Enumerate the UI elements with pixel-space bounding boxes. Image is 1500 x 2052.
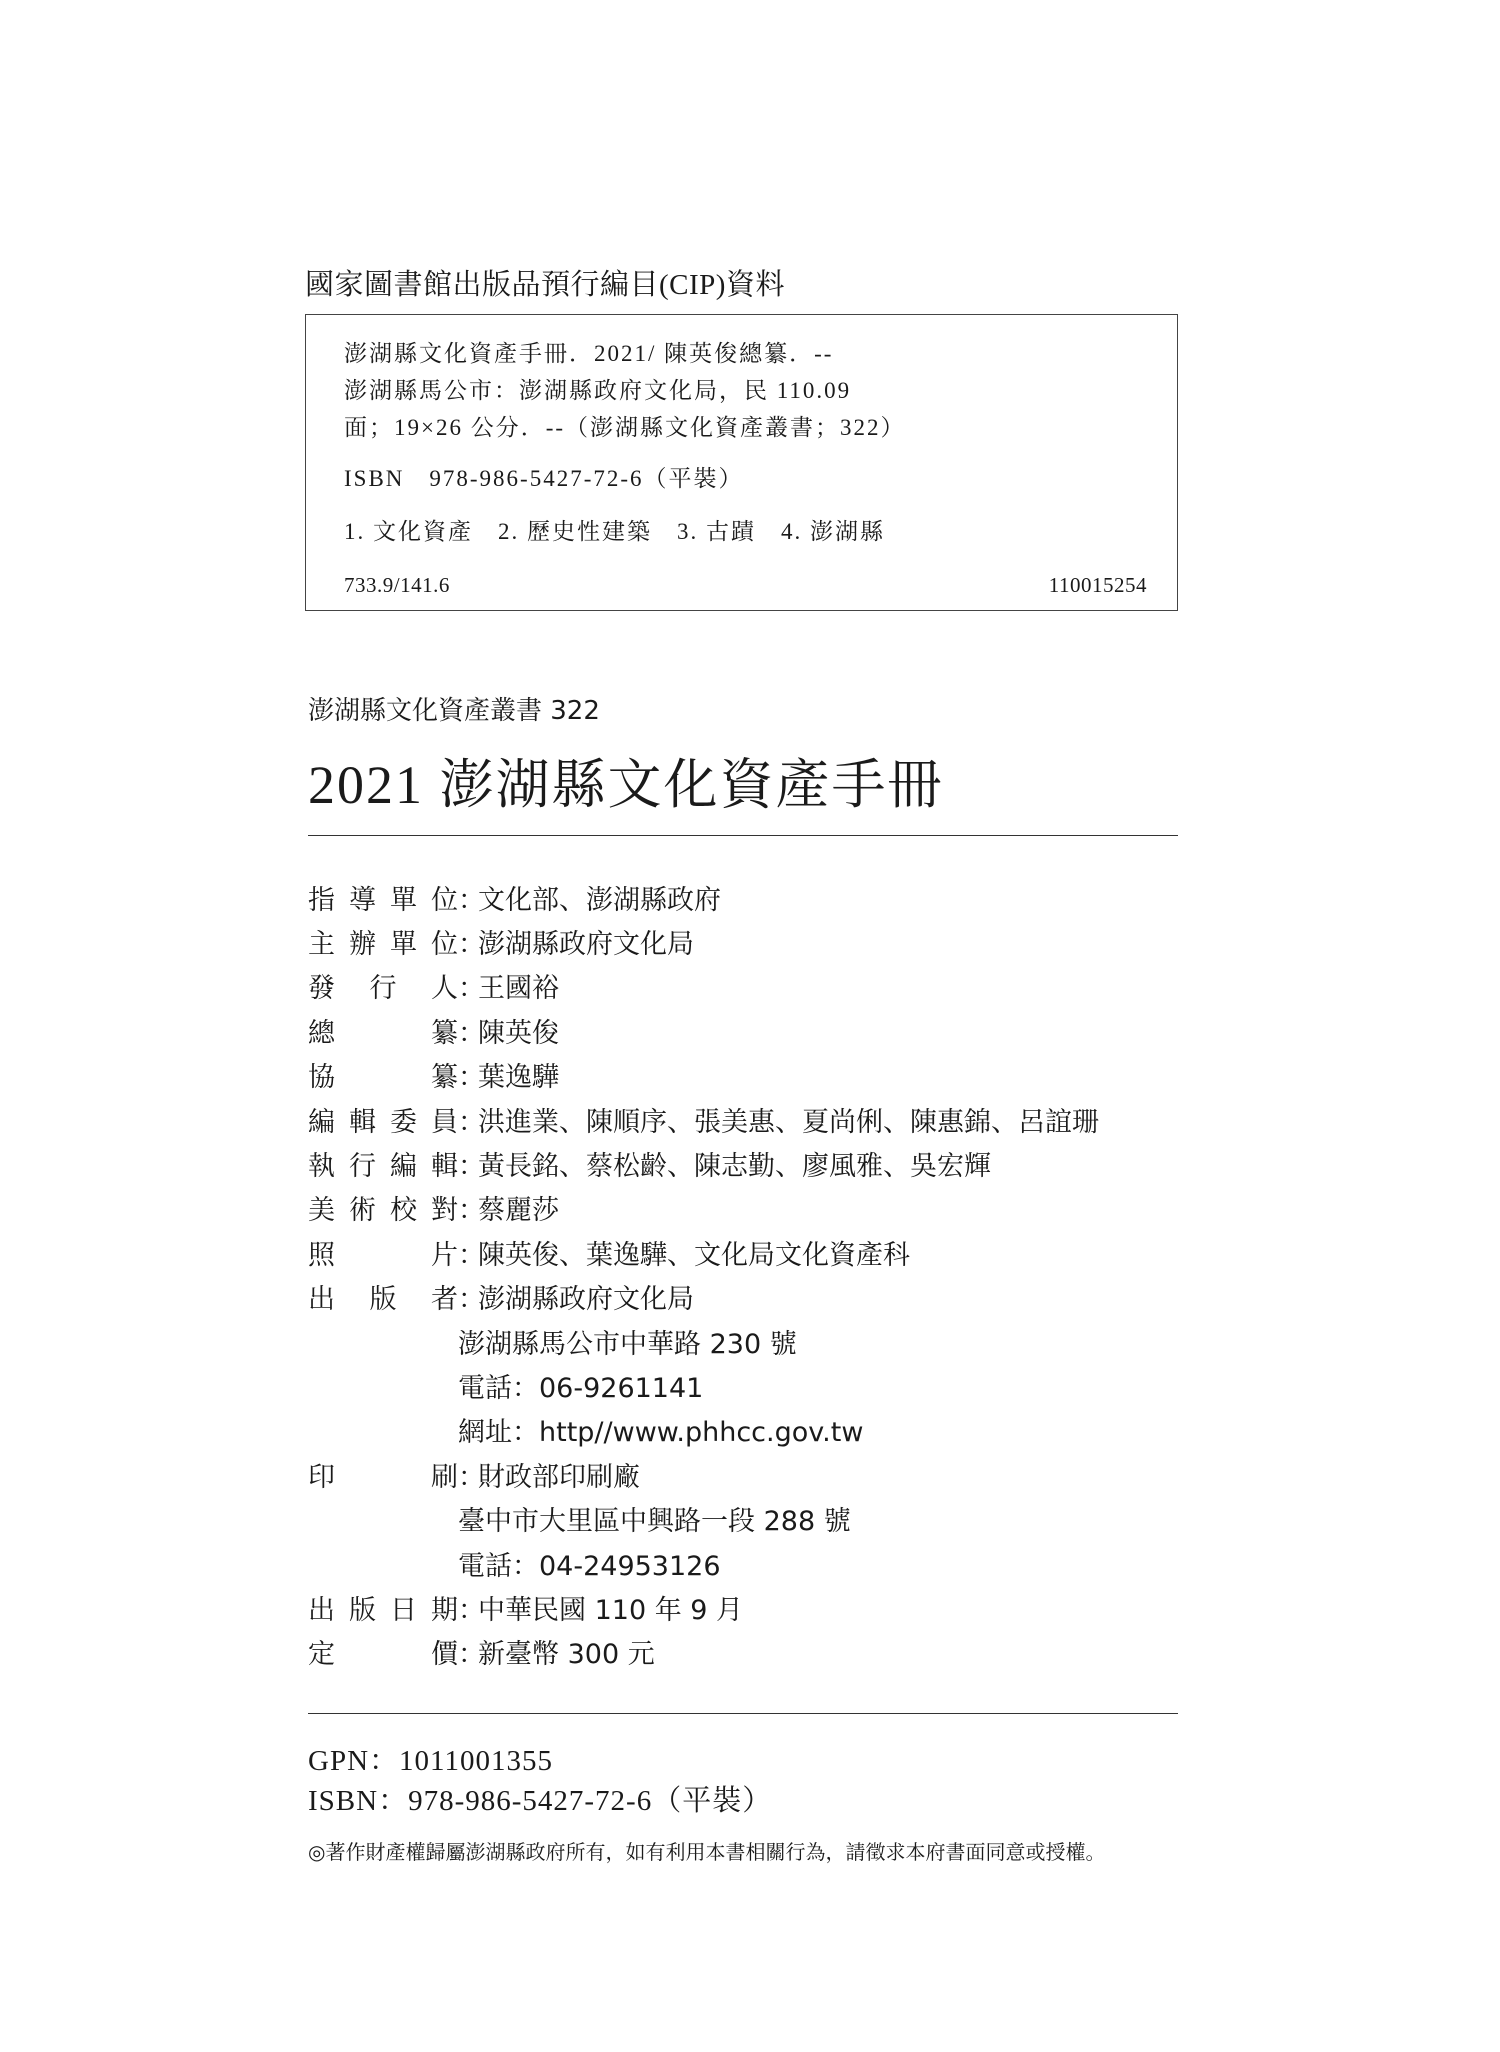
credit-label-char: 行 [369,973,397,1005]
credit-row-printer [308,1452,1188,1496]
credit-label-char: 單 [390,884,417,916]
credit-value: 陳英俊、葉逸驊、文化局文化資產科 [478,1239,910,1271]
credit-value: 蔡麗莎 [478,1195,559,1227]
credit-label [308,1011,458,1050]
credit-label-char: 協 [308,1062,335,1094]
cip-line-title: 澎湖縣文化資產手冊．2021/ 陳英俊總纂．-- [344,341,834,366]
credit-label-char: 導 [349,884,376,916]
credit-colon: ： [458,1106,485,1138]
credit-label-char: 主 [308,929,335,961]
credit-value: 陳英俊 [478,1017,559,1049]
credit-label [308,966,458,1005]
credit-colon: ： [458,1017,485,1049]
credit-label [308,1588,458,1627]
credit-label-char: 價 [431,1639,458,1671]
cip-line-physical: 面；19×26 公分．--（澎湖縣文化資產叢書；322） [344,415,906,440]
credit-row-price [308,1630,1188,1674]
credit-row-pub-date [308,1585,1188,1629]
credit-value: 新臺幣 300 元 [478,1639,655,1671]
credit-label-char: 版 [369,1284,397,1316]
credit-colon: ： [458,1195,485,1227]
credit-label-char: 纂 [431,1062,458,1094]
credit-value: 財政部印刷廠 [478,1461,640,1493]
credit-label-char: 總 [308,1017,335,1049]
credit-label-char: 期 [431,1594,458,1626]
credit-label-char: 位 [431,929,458,961]
credit-label-char: 對 [431,1195,458,1227]
credit-label [308,1144,458,1183]
copyright-notice: ◎著作財產權歸屬澎湖縣政府所有，如有利用本書相關行為，請徵求本府書面同意或授權。 [308,1842,1106,1864]
credit-label-char: 出 [308,1284,335,1316]
credit-colon: ： [458,1239,485,1271]
credit-label [308,878,458,917]
cip-line-imprint: 澎湖縣馬公市：澎湖縣政府文化局，民 110.09 [344,378,852,403]
credit-label-char: 照 [308,1239,335,1271]
credit-value: 澎湖縣政府文化局 [478,1284,694,1316]
credit-label-char: 編 [390,1151,417,1183]
printer-phone: 電話：04-24953126 [458,1550,721,1582]
credit-label-char: 定 [308,1639,335,1671]
credit-row [308,1275,1188,1319]
credit-label [308,1233,458,1272]
credit-label-char: 辦 [349,929,376,961]
credit-label-char: 版 [349,1594,376,1626]
credit-label-char: 出 [308,1594,335,1626]
cip-classification: 733.9/141.6 [344,573,450,597]
isbn-footer: ISBN：978-986-5427-72-6（平裝） [308,1785,773,1817]
credit-label-char: 單 [390,929,417,961]
credit-value: 澎湖縣政府文化局 [478,929,694,961]
credit-colon: ： [458,973,485,1005]
credit-value: 葉逸驊 [478,1062,559,1094]
credit-label-char: 指 [308,884,335,916]
cip-line-isbn: ISBN 978-986-5427-72-6（平裝） [344,466,744,491]
credit-row [308,1053,1188,1097]
credit-label [308,1100,458,1139]
credit-label-char: 發 [308,973,335,1005]
credit-label-char: 輯 [349,1106,376,1138]
credit-label-char: 纂 [431,1017,458,1049]
credit-label [308,1055,458,1094]
credit-colon: ： [458,1151,485,1183]
credit-colon: ： [458,1461,485,1493]
credit-value: 洪進業、陳順序、張美惠、夏尚俐、陳惠錦、呂誼珊 [478,1106,1099,1138]
divider-bottom [308,1713,1178,1714]
credit-label-char: 委 [390,1106,417,1138]
book-title: 2021 澎湖縣文化資產手冊 [308,755,944,815]
credit-label-char: 行 [349,1151,376,1183]
series-name: 澎湖縣文化資產叢書 322 [308,696,600,726]
cip-heading: 國家圖書館出版品預行編目(CIP)資料 [305,269,785,301]
credit-colon: ： [458,884,485,916]
credit-value: 文化部、澎湖縣政府 [478,884,721,916]
gpn-number: GPN：1011001355 [308,1745,553,1777]
credit-row [308,1097,1188,1141]
divider-top [308,835,1178,836]
credit-label-char: 執 [308,1151,335,1183]
credit-label-char: 美 [308,1195,335,1227]
credit-row [308,964,1188,1008]
credit-label-char: 校 [390,1195,417,1227]
publisher-website: 網址：http//www.phhcc.gov.tw [458,1417,864,1449]
credit-colon: ： [458,929,485,961]
credit-row [308,1008,1188,1052]
credit-label [308,1455,458,1494]
credit-colon: ： [458,1062,485,1094]
cip-line-subjects: 1. 文化資產 2. 歷史性建築 3. 古蹟 4. 澎湖縣 [344,519,885,544]
credit-value: 黃長銘、蔡松齡、陳志勤、廖風雅、吳宏輝 [478,1151,991,1183]
credit-value: 王國裕 [478,973,559,1005]
publisher-phone: 電話：06-9261141 [458,1372,704,1404]
credit-row [308,875,1188,919]
credit-label-char: 刷 [431,1461,458,1493]
credit-colon: ： [458,1594,485,1626]
credit-label-char: 輯 [431,1151,458,1183]
cip-record-number: 110015254 [1048,573,1147,597]
credits-block [308,875,1188,1674]
credit-row [308,919,1188,963]
credit-label-char: 編 [308,1106,335,1138]
credit-row [308,1141,1188,1185]
credit-row [308,1230,1188,1274]
credit-label-char: 印 [308,1461,335,1493]
credit-label [308,1188,458,1227]
credit-label-char: 術 [349,1195,376,1227]
credit-label-char: 人 [431,973,458,1005]
credit-colon: ： [458,1639,485,1671]
printer-address: 臺中市大里區中興路一段 288 號 [458,1506,851,1538]
credit-label-char: 位 [431,884,458,916]
credit-label-char: 者 [431,1284,458,1316]
credit-label-char: 片 [431,1239,458,1271]
publisher-address: 澎湖縣馬公市中華路 230 號 [458,1328,797,1360]
credit-label [308,1277,458,1316]
credit-value: 中華民國 110 年 9 月 [478,1594,744,1626]
credit-label-char: 日 [390,1594,417,1626]
credit-label-char: 員 [431,1106,458,1138]
credit-label [308,922,458,961]
credit-colon: ： [458,1284,485,1316]
credit-row [308,1186,1188,1230]
cip-record-box [305,314,1178,611]
credit-label [308,1632,458,1671]
